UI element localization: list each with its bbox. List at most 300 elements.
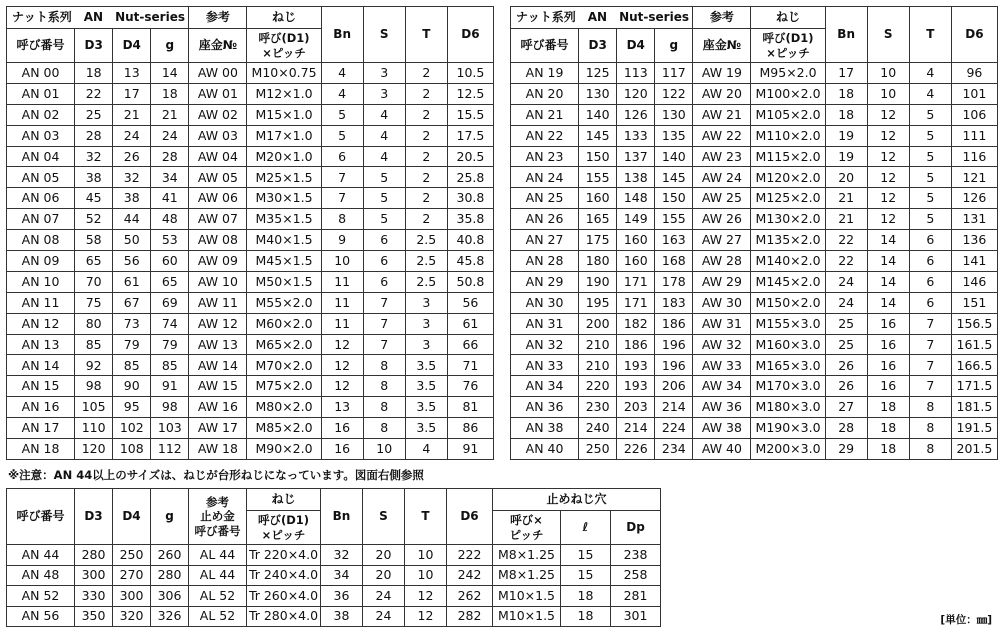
d3-header: D3 [75, 29, 113, 63]
table-cell: 9 [321, 230, 363, 251]
table-cell: 34 [321, 565, 363, 586]
table-cell: 6 [363, 271, 405, 292]
table-cell: 17 [825, 63, 867, 84]
table-cell: 27 [825, 397, 867, 418]
table-cell: 300 [113, 586, 151, 607]
table-row [511, 334, 998, 355]
table-cell: 2.5 [405, 271, 447, 292]
table-cell: 350 [75, 606, 113, 627]
table-cell: AN 14 [7, 355, 75, 376]
table-row [511, 83, 998, 104]
table-cell: AN 29 [511, 271, 579, 292]
table-cell: 306 [151, 586, 189, 607]
table-cell: 73 [113, 313, 151, 334]
table-cell: 16 [867, 355, 909, 376]
table-cell: 230 [579, 397, 617, 418]
table-cell: 7 [363, 313, 405, 334]
table-cell: 19 [825, 146, 867, 167]
table-cell: 2.5 [405, 251, 447, 272]
table-cell: 300 [75, 565, 113, 586]
table-cell: M12×1.0 [247, 83, 321, 104]
table-cell: 140 [655, 146, 693, 167]
table-cell: 171.5 [951, 376, 997, 397]
table-cell: 20.5 [447, 146, 493, 167]
table-cell: 7 [321, 188, 363, 209]
d3-header: D3 [579, 29, 617, 63]
table-row [7, 146, 494, 167]
table-cell: AN 24 [511, 167, 579, 188]
table-cell: M140×2.0 [751, 251, 825, 272]
table-cell: M35×1.5 [247, 209, 321, 230]
table-cell: 137 [617, 146, 655, 167]
table-cell: AN 11 [7, 292, 75, 313]
table-cell: 180 [579, 251, 617, 272]
table-row [7, 188, 494, 209]
table-cell: 250 [113, 545, 151, 566]
table-cell: 141 [951, 251, 997, 272]
thread-header: ねじ [751, 7, 825, 29]
table-cell: 5 [363, 188, 405, 209]
table-cell: 3.5 [405, 355, 447, 376]
d1-pitch-header: 呼び(D1) ×ピッチ [247, 511, 321, 545]
table-cell: 18 [867, 418, 909, 439]
table-cell: 117 [655, 63, 693, 84]
table-cell: 17 [113, 83, 151, 104]
table-row [511, 125, 998, 146]
table-cell: 111 [951, 125, 997, 146]
table-cell: M160×3.0 [751, 334, 825, 355]
table-cell: 18 [825, 83, 867, 104]
table-cell: AL 44 [189, 545, 247, 566]
table-cell: AL 52 [189, 586, 247, 607]
table-cell: 8 [363, 376, 405, 397]
table-cell: 203 [617, 397, 655, 418]
table-cell: 7 [321, 167, 363, 188]
table-cell: 3 [363, 83, 405, 104]
table-cell: 150 [655, 188, 693, 209]
table-cell: 2.5 [405, 230, 447, 251]
table-cell: AN 06 [7, 188, 75, 209]
table-cell: 220 [579, 376, 617, 397]
table-cell: 282 [447, 606, 493, 627]
table-cell: 4 [909, 83, 951, 104]
table-cell: 32 [321, 545, 363, 566]
table-cell: AW 03 [189, 125, 247, 146]
table-cell: 234 [655, 439, 693, 460]
table-row [7, 313, 494, 334]
table-cell: AW 09 [189, 251, 247, 272]
table-cell: AW 36 [693, 397, 751, 418]
table-cell: 326 [151, 606, 189, 627]
table-row [511, 439, 998, 460]
table-cell: 69 [151, 292, 189, 313]
table-row [7, 63, 494, 84]
table-cell: 22 [825, 230, 867, 251]
table-cell: AW 17 [189, 418, 247, 439]
table-cell: 12 [867, 167, 909, 188]
table-row [7, 545, 661, 566]
table-cell: 258 [611, 565, 661, 586]
table-cell: 3.5 [405, 397, 447, 418]
table-cell: 41 [151, 188, 189, 209]
table-cell: 80 [75, 313, 113, 334]
table-cell: M170×3.0 [751, 376, 825, 397]
t-header: T [405, 7, 447, 63]
table-cell: 61 [113, 271, 151, 292]
table-cell: 12 [867, 209, 909, 230]
table-cell: M17×1.0 [247, 125, 321, 146]
table-cell: 25 [825, 313, 867, 334]
d4-header: D4 [113, 29, 151, 63]
table-cell: 16 [867, 313, 909, 334]
table-cell: 214 [617, 418, 655, 439]
table-cell: 10 [405, 565, 447, 586]
table-cell: AW 32 [693, 334, 751, 355]
table-cell: 4 [909, 63, 951, 84]
table-cell: 56 [447, 292, 493, 313]
table-cell: 280 [151, 565, 189, 586]
table-cell: 25 [75, 104, 113, 125]
table-row [7, 292, 494, 313]
table-cell: 200 [579, 313, 617, 334]
table-cell: AW 02 [189, 104, 247, 125]
s-header: S [867, 7, 909, 63]
table-cell: M75×2.0 [247, 376, 321, 397]
table-row [7, 271, 494, 292]
table-cell: M10×1.5 [493, 586, 561, 607]
l-header: ℓ [561, 511, 611, 545]
table-cell: AW 06 [189, 188, 247, 209]
table-cell: 145 [655, 167, 693, 188]
table-cell: AN 08 [7, 230, 75, 251]
table-cell: 4 [363, 146, 405, 167]
table-cell: 24 [363, 586, 405, 607]
table-cell: AN 31 [511, 313, 579, 334]
table-cell: 4 [405, 439, 447, 460]
table-cell: 24 [151, 125, 189, 146]
table-row [511, 188, 998, 209]
g-header: g [655, 29, 693, 63]
table-cell: AW 18 [189, 439, 247, 460]
table-cell: 214 [655, 397, 693, 418]
table-cell: 171 [617, 271, 655, 292]
designation-header: 呼び番号 [7, 29, 75, 63]
table-cell: M10×0.75 [247, 63, 321, 84]
table-cell: Tr 240×4.0 [247, 565, 321, 586]
table-cell: 175 [579, 230, 617, 251]
table-cell: AW 19 [693, 63, 751, 84]
table-cell: 11 [321, 313, 363, 334]
table-row [511, 167, 998, 188]
d6-header: D6 [951, 7, 997, 63]
table-row [511, 271, 998, 292]
table-cell: 131 [951, 209, 997, 230]
table-cell: AW 31 [693, 313, 751, 334]
table-cell: 193 [617, 376, 655, 397]
table-cell: AN 18 [7, 439, 75, 460]
table-cell: 2 [405, 146, 447, 167]
table-cell: 10 [867, 63, 909, 84]
table-cell: 183 [655, 292, 693, 313]
table-cell: 21 [825, 188, 867, 209]
table-cell: 66 [447, 334, 493, 355]
d4-header: D4 [617, 29, 655, 63]
table-cell: 5 [909, 125, 951, 146]
table-cell: 21 [113, 104, 151, 125]
table-row [7, 230, 494, 251]
table-cell: 320 [113, 606, 151, 627]
table-cell: 38 [113, 188, 151, 209]
table-cell: 38 [75, 167, 113, 188]
table-row [511, 397, 998, 418]
table-row [511, 418, 998, 439]
table-cell: M130×2.0 [751, 209, 825, 230]
table-cell: AN 02 [7, 104, 75, 125]
table-cell: 16 [867, 376, 909, 397]
table-body [511, 63, 998, 460]
table-cell: 149 [617, 209, 655, 230]
table-cell: 56 [113, 251, 151, 272]
table-cell: AN 56 [7, 606, 75, 627]
table-cell: M80×2.0 [247, 397, 321, 418]
table-cell: M25×1.5 [247, 167, 321, 188]
table-cell: AW 29 [693, 271, 751, 292]
table-cell: 2 [405, 104, 447, 125]
table-cell: 22 [825, 251, 867, 272]
table-cell: 8 [909, 397, 951, 418]
table-cell: 281 [611, 586, 661, 607]
table-row [7, 418, 494, 439]
table-cell: 4 [363, 125, 405, 146]
table-cell: 14 [867, 271, 909, 292]
table-row [7, 104, 494, 125]
table-cell: AW 26 [693, 209, 751, 230]
table-cell: 206 [655, 376, 693, 397]
table-cell: 35.8 [447, 209, 493, 230]
table-cell: AN 15 [7, 376, 75, 397]
table-cell: AN 25 [511, 188, 579, 209]
table-row [511, 209, 998, 230]
table-cell: AW 24 [693, 167, 751, 188]
table-cell: 7 [909, 355, 951, 376]
table-cell: 165 [579, 209, 617, 230]
table-cell: 15 [561, 565, 611, 586]
table-cell: AN 04 [7, 146, 75, 167]
table-cell: 67 [113, 292, 151, 313]
table-cell: M100×2.0 [751, 83, 825, 104]
table-cell: AN 13 [7, 334, 75, 355]
table-cell: 191.5 [951, 418, 997, 439]
table-cell: 11 [321, 292, 363, 313]
table-cell: 6 [363, 230, 405, 251]
table-cell: AN 38 [511, 418, 579, 439]
table-cell: 2 [405, 209, 447, 230]
table-cell: 250 [579, 439, 617, 460]
table-cell: M200×3.0 [751, 439, 825, 460]
table-cell: AW 15 [189, 376, 247, 397]
table-cell: 182 [617, 313, 655, 334]
table-cell: 76 [447, 376, 493, 397]
table-cell: 24 [825, 292, 867, 313]
table-cell: AN 44 [7, 545, 75, 566]
table-cell: AW 07 [189, 209, 247, 230]
table-cell: 146 [951, 271, 997, 292]
table-cell: 242 [447, 565, 493, 586]
table-cell: 16 [321, 418, 363, 439]
table-cell: 126 [617, 104, 655, 125]
table-cell: 3 [405, 313, 447, 334]
table-cell: 222 [447, 545, 493, 566]
table-row [511, 104, 998, 125]
table-cell: 29 [825, 439, 867, 460]
dp-header: Dp [611, 511, 661, 545]
table-cell: 26 [825, 376, 867, 397]
table-cell: 5 [909, 104, 951, 125]
table-cell: 20 [363, 565, 405, 586]
table-cell: 155 [655, 209, 693, 230]
table-cell: AN 12 [7, 313, 75, 334]
table-cell: AN 52 [7, 586, 75, 607]
d3-header: D3 [75, 489, 113, 545]
table-cell: 18 [867, 397, 909, 418]
table-cell: 5 [363, 167, 405, 188]
table-cell: 7 [909, 376, 951, 397]
unit-label: [単位：㎜] [940, 614, 992, 626]
table-cell: 12 [867, 125, 909, 146]
table-cell: Tr 280×4.0 [247, 606, 321, 627]
table-cell: 280 [75, 545, 113, 566]
g-header: g [151, 29, 189, 63]
table-cell: 58 [75, 230, 113, 251]
nut-table-bottom [6, 488, 661, 627]
table-cell: 16 [321, 439, 363, 460]
table-cell: AW 40 [693, 439, 751, 460]
table-cell: 50 [113, 230, 151, 251]
table-cell: 15.5 [447, 104, 493, 125]
table-cell: 12 [321, 376, 363, 397]
table-cell: 20 [825, 167, 867, 188]
table-cell: AW 11 [189, 292, 247, 313]
table-cell: 178 [655, 271, 693, 292]
table-cell: 86 [447, 418, 493, 439]
table-cell: 116 [951, 146, 997, 167]
table-cell: M125×2.0 [751, 188, 825, 209]
table-cell: 5 [909, 188, 951, 209]
table-cell: M145×2.0 [751, 271, 825, 292]
table-body [7, 545, 661, 627]
table-cell: AL 52 [189, 606, 247, 627]
table-cell: AW 13 [189, 334, 247, 355]
table-cell: 79 [113, 334, 151, 355]
table-cell: 226 [617, 439, 655, 460]
table-cell: AL 44 [189, 565, 247, 586]
thread-header: ねじ [247, 7, 321, 29]
table-cell: 102 [113, 418, 151, 439]
table-cell: 140 [579, 104, 617, 125]
table-cell: 75 [75, 292, 113, 313]
table-cell: 92 [75, 355, 113, 376]
table-cell: 106 [951, 104, 997, 125]
bn-header: Bn [321, 489, 363, 545]
table-cell: 22 [75, 83, 113, 104]
table-row [7, 209, 494, 230]
table-cell: 160 [579, 188, 617, 209]
table-cell: 91 [151, 376, 189, 397]
table-cell: 5 [909, 167, 951, 188]
table-row [7, 397, 494, 418]
table-cell: 7 [363, 292, 405, 313]
table-cell: M150×2.0 [751, 292, 825, 313]
table-cell: 126 [951, 188, 997, 209]
table-cell: 38 [321, 606, 363, 627]
table-cell: 301 [611, 606, 661, 627]
table-cell: 210 [579, 355, 617, 376]
table-cell: 196 [655, 355, 693, 376]
table-cell: AW 30 [693, 292, 751, 313]
s-header: S [363, 489, 405, 545]
table-cell: 6 [909, 292, 951, 313]
table-cell: 4 [363, 104, 405, 125]
table-cell: AN 27 [511, 230, 579, 251]
table-cell: M8×1.25 [493, 565, 561, 586]
table-cell: 98 [75, 376, 113, 397]
table-cell: AW 04 [189, 146, 247, 167]
table-row [7, 606, 661, 627]
table-cell: AN 17 [7, 418, 75, 439]
screw-pitch-header: 呼び× ピッチ [493, 511, 561, 545]
table-cell: M190×3.0 [751, 418, 825, 439]
table-cell: M20×1.0 [247, 146, 321, 167]
table-cell: 12 [867, 188, 909, 209]
d6-header: D6 [447, 489, 493, 545]
table-cell: 2 [405, 167, 447, 188]
table-cell: AN 19 [511, 63, 579, 84]
table-cell: 160 [617, 230, 655, 251]
trapezoidal-thread-note: ※注意：AN 44以上のサイズは、ねじが台形ねじになっています。図面右側参照 [8, 468, 424, 482]
table-cell: 7 [909, 334, 951, 355]
table-cell: 110 [75, 418, 113, 439]
t-header: T [909, 7, 951, 63]
table-cell: 4 [321, 83, 363, 104]
table-cell: 12 [321, 334, 363, 355]
table-cell: 79 [151, 334, 189, 355]
table-cell: 4 [321, 63, 363, 84]
table-cell: M105×2.0 [751, 104, 825, 125]
table-cell: 36 [321, 586, 363, 607]
table-cell: AW 25 [693, 188, 751, 209]
table-cell: M65×2.0 [247, 334, 321, 355]
table-cell: AW 23 [693, 146, 751, 167]
table-cell: 3 [405, 334, 447, 355]
table-cell: 61 [447, 313, 493, 334]
table-cell: 166.5 [951, 355, 997, 376]
table-cell: 181.5 [951, 397, 997, 418]
table-cell: AN 23 [511, 146, 579, 167]
table-cell: AN 33 [511, 355, 579, 376]
table-cell: M30×1.5 [247, 188, 321, 209]
s-header: S [363, 7, 405, 63]
table-cell: 32 [75, 146, 113, 167]
table-cell: M155×3.0 [751, 313, 825, 334]
d1-pitch-header: 呼び(D1) ×ピッチ [247, 29, 321, 63]
table-cell: 101 [951, 83, 997, 104]
table-cell: 122 [655, 83, 693, 104]
table-cell: AN 28 [511, 251, 579, 272]
table-cell: AW 20 [693, 83, 751, 104]
table-cell: 85 [151, 355, 189, 376]
table-row [511, 313, 998, 334]
table-cell: 18 [151, 83, 189, 104]
